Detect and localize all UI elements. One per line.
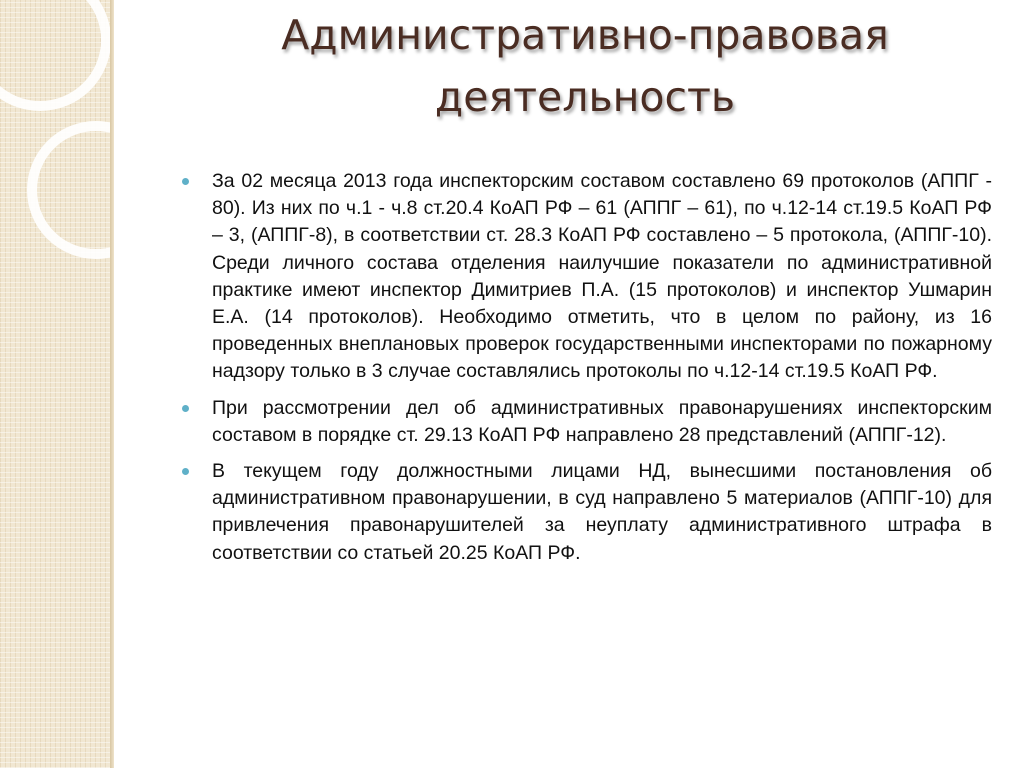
decorative-side-panel — [0, 0, 114, 768]
bullet-text: В текущем году должностными лицами НД, вынесшими постановления об административном правонарушении, в суд направлено 5 материалов (АППГ-10) для привлечения правонарушителей за неуплату административного штрафа в соответствии со статьей 20.25 КоАП РФ. — [212, 460, 992, 564]
side-panel-edge — [110, 0, 114, 768]
bullet-text: За 02 месяца 2013 года инспекторским составом составлено 69 протоколов (АППГ - 80). Из них по ч.1 - ч.8 ст.20.4 КоАП РФ – 61 (АППГ – 61), по ч.12-14 ст.19.5 КоАП РФ – 3, (АППГ-8), в соответствии ст. 28.3 КоАП РФ составлено – 5 протокола, (АППГ-10). Среди личного состава отделения наилучшие показатели по административной практике имеют инспектор Димитриев П.А. (15 протоколов) и инспектор Ушмарин Е.А. (14 протоколов). Необходимо отметить, что в целом по району, из 16 проведенных внеплановых проверок государственными инспекторами по пожарному надзору только в 3 случае составлялись протоколы по ч.12-14 ст.19.5 КоАП РФ. — [212, 170, 992, 383]
bullet-dot-icon — [182, 405, 189, 412]
decorative-ring-top — [0, 0, 106, 106]
bullet-item — [180, 395, 992, 449]
bullet-item — [180, 458, 992, 567]
decorative-rings — [0, 0, 114, 768]
bullet-item — [180, 168, 992, 386]
slide-title: Административно-правовая деятельность — [281, 11, 889, 121]
bullet-list — [180, 168, 992, 576]
bullet-dot-icon — [182, 468, 189, 475]
bullet-text: При рассмотрении дел об административных правонарушениях инспекторским составом в порядке ст. 29.13 КоАП РФ направлено 28 представлений (АППГ-12). — [212, 396, 992, 446]
bullet-dot-icon — [182, 178, 189, 185]
decorative-ring-bottom — [32, 126, 114, 254]
